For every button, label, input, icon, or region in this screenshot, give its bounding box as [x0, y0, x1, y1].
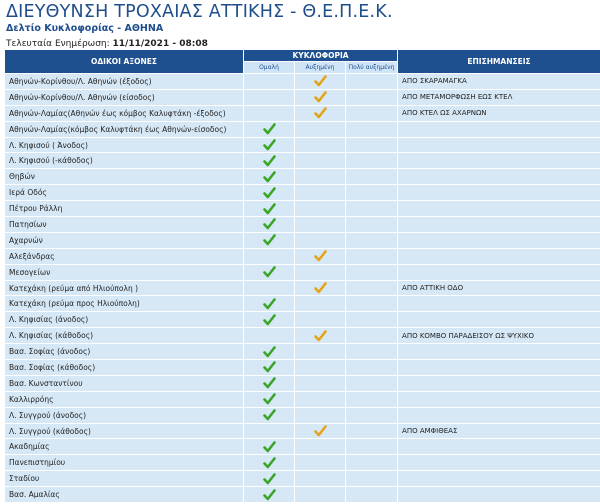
traffic-cell-increased	[295, 423, 346, 439]
road-name: Λ. Κηφισού ( Άνοδος)	[5, 137, 244, 153]
road-name: Αθηνών-Λαμίας(Αθηνών έως κόμβος Καλυφτάκη -έξοδος)	[5, 105, 244, 121]
table-row	[5, 105, 600, 121]
last-updated-value: 11/11/2021 - 08:08	[112, 39, 208, 49]
table-row	[5, 121, 600, 137]
traffic-cell-very-increased	[346, 232, 398, 248]
note	[398, 264, 600, 280]
note	[398, 455, 600, 471]
note	[398, 121, 600, 137]
orange-check-icon	[314, 330, 327, 342]
road-name: Κατεχάκη (ρεύμα από Ηλιούπολη )	[5, 280, 244, 296]
note: ΑΠΟ ΣΚΑΡΑΜΑΓΚΑ	[398, 74, 600, 90]
road-name: Καλλιρρόης	[5, 391, 244, 407]
traffic-cell-increased	[295, 312, 346, 328]
traffic-cell-very-increased	[346, 391, 398, 407]
road-name: Βασ. Σοφίας (κάθοδος)	[5, 360, 244, 376]
table-row	[5, 439, 600, 455]
orange-check-icon	[314, 425, 327, 437]
traffic-cell-increased	[295, 74, 346, 90]
traffic-cell-normal	[244, 360, 295, 376]
traffic-cell-very-increased	[346, 296, 398, 312]
traffic-cell-increased	[295, 121, 346, 137]
traffic-cell-normal	[244, 217, 295, 233]
traffic-cell-increased	[295, 360, 346, 376]
traffic-cell-increased	[295, 471, 346, 487]
table-row	[5, 487, 600, 503]
road-name: Βασ. Κωνσταντίνου	[5, 375, 244, 391]
column-header-road: ΟΔΙΚΟΙ ΑΞΟΝΕΣ	[5, 50, 244, 74]
note	[398, 487, 600, 503]
traffic-cell-increased	[295, 169, 346, 185]
green-check-icon	[263, 377, 276, 389]
traffic-cell-increased	[295, 391, 346, 407]
table-row	[5, 74, 600, 90]
road-name: Κατεχάκη (ρεύμα προς Ηλιούπολη)	[5, 296, 244, 312]
note	[398, 232, 600, 248]
last-updated-label: Τελευταία Ενημέρωση:	[6, 39, 110, 49]
road-name: Λ. Κηφισίας (άνοδος)	[5, 312, 244, 328]
traffic-cell-very-increased	[346, 105, 398, 121]
page-title: ΔΙΕΥΘΥΝΣΗ ΤΡΟΧΑΙΑΣ ΑΤΤΙΚΗΣ - Θ.Ε.Π.Ε.Κ.	[6, 2, 393, 22]
table-row	[5, 153, 600, 169]
green-check-icon	[263, 489, 276, 501]
table-row	[5, 248, 600, 264]
traffic-cell-increased	[295, 217, 346, 233]
road-name: Πατησίων	[5, 217, 244, 233]
traffic-cell-very-increased	[346, 89, 398, 105]
traffic-cell-normal	[244, 471, 295, 487]
orange-check-icon	[314, 75, 327, 87]
traffic-cell-increased	[295, 185, 346, 201]
traffic-cell-very-increased	[346, 280, 398, 296]
road-name: Αλεξάνδρας	[5, 248, 244, 264]
traffic-cell-normal	[244, 264, 295, 280]
note	[398, 471, 600, 487]
traffic-cell-normal	[244, 439, 295, 455]
table-row	[5, 201, 600, 217]
traffic-cell-normal	[244, 185, 295, 201]
table-row	[5, 360, 600, 376]
note	[398, 296, 600, 312]
note	[398, 185, 600, 201]
traffic-cell-increased	[295, 439, 346, 455]
green-check-icon	[263, 203, 276, 215]
traffic-cell-very-increased	[346, 169, 398, 185]
traffic-cell-normal	[244, 248, 295, 264]
column-header-notes: ΕΠΙΣΗΜΑΝΣΕΙΣ	[398, 50, 600, 74]
table-row	[5, 391, 600, 407]
table-row	[5, 344, 600, 360]
traffic-cell-normal	[244, 375, 295, 391]
table-row	[5, 169, 600, 185]
table-row	[5, 89, 600, 105]
table-row	[5, 217, 600, 233]
road-name: Μεσογείων	[5, 264, 244, 280]
green-check-icon	[263, 361, 276, 373]
road-name: Ιερά Οδός	[5, 185, 244, 201]
traffic-cell-normal	[244, 121, 295, 137]
traffic-cell-normal	[244, 74, 295, 90]
road-name: Ακαδημίας	[5, 439, 244, 455]
traffic-cell-increased	[295, 296, 346, 312]
note: ΑΠΟ ΚΟΜΒΟ ΠΑΡΑΔΕΙΣΟΥ ΩΣ ΨΥΧΙΚΟ	[398, 328, 600, 344]
traffic-cell-normal	[244, 455, 295, 471]
green-check-icon	[263, 346, 276, 358]
road-name: Σταδίου	[5, 471, 244, 487]
green-check-icon	[263, 473, 276, 485]
table-row	[5, 185, 600, 201]
traffic-cell-very-increased	[346, 423, 398, 439]
table-row	[5, 328, 600, 344]
orange-check-icon	[314, 250, 327, 262]
green-check-icon	[263, 457, 276, 469]
traffic-cell-increased	[295, 375, 346, 391]
traffic-cell-normal	[244, 169, 295, 185]
traffic-cell-normal	[244, 344, 295, 360]
subheader-normal: Ομαλή	[244, 62, 295, 74]
traffic-cell-increased	[295, 232, 346, 248]
traffic-cell-normal	[244, 89, 295, 105]
green-check-icon	[263, 139, 276, 151]
orange-check-icon	[314, 282, 327, 294]
note	[398, 391, 600, 407]
traffic-cell-increased	[295, 487, 346, 503]
traffic-cell-normal	[244, 391, 295, 407]
orange-check-icon	[314, 107, 327, 119]
subheader-very-increased: Πολύ αυξημένη	[346, 62, 398, 74]
road-name: Λ. Συγγρού (κάθοδος)	[5, 423, 244, 439]
traffic-cell-increased	[295, 344, 346, 360]
traffic-cell-very-increased	[346, 201, 398, 217]
traffic-cell-very-increased	[346, 137, 398, 153]
traffic-cell-normal	[244, 407, 295, 423]
traffic-cell-normal	[244, 201, 295, 217]
note	[398, 137, 600, 153]
green-check-icon	[263, 441, 276, 453]
road-name: Πανεπιστημίου	[5, 455, 244, 471]
table-row	[5, 232, 600, 248]
note	[398, 360, 600, 376]
road-name: Αθηνών-Κορίνθου/Λ. Αθηνών (έξοδος)	[5, 74, 244, 90]
green-check-icon	[263, 187, 276, 199]
green-check-icon	[263, 266, 276, 278]
note	[398, 344, 600, 360]
table-row	[5, 423, 600, 439]
table-row	[5, 296, 600, 312]
traffic-cell-very-increased	[346, 407, 398, 423]
traffic-cell-very-increased	[346, 471, 398, 487]
column-header-traffic: ΚΥΚΛΟΦΟΡΙΑ	[244, 50, 398, 62]
traffic-cell-normal	[244, 328, 295, 344]
traffic-cell-very-increased	[346, 344, 398, 360]
traffic-cell-increased	[295, 248, 346, 264]
traffic-cell-normal	[244, 296, 295, 312]
traffic-cell-increased	[295, 280, 346, 296]
green-check-icon	[263, 234, 276, 246]
table-row	[5, 264, 600, 280]
traffic-cell-very-increased	[346, 360, 398, 376]
traffic-cell-normal	[244, 105, 295, 121]
traffic-cell-very-increased	[346, 248, 398, 264]
traffic-cell-normal	[244, 312, 295, 328]
note: ΑΠΟ ΑΤΤΙΚΗ ΟΔΟ	[398, 280, 600, 296]
traffic-cell-very-increased	[346, 312, 398, 328]
traffic-cell-increased	[295, 137, 346, 153]
note	[398, 201, 600, 217]
green-check-icon	[263, 123, 276, 135]
traffic-cell-normal	[244, 232, 295, 248]
table-row	[5, 375, 600, 391]
traffic-cell-increased	[295, 407, 346, 423]
traffic-cell-increased	[295, 264, 346, 280]
traffic-cell-very-increased	[346, 487, 398, 503]
traffic-cell-increased	[295, 153, 346, 169]
road-name: Αχαρνών	[5, 232, 244, 248]
traffic-cell-very-increased	[346, 74, 398, 90]
orange-check-icon	[314, 91, 327, 103]
subheader-increased: Αυξημένη	[295, 62, 346, 74]
green-check-icon	[263, 218, 276, 230]
note	[398, 439, 600, 455]
road-name: Λ. Κηφισού (-κάθοδος)	[5, 153, 244, 169]
note: ΑΠΟ ΜΕΤΑΜΟΡΦΩΣΗ ΕΩΣ ΚΤΕΛ	[398, 89, 600, 105]
page-subtitle: Δελτίο Κυκλοφορίας - ΑΘΗΝΑ	[6, 23, 164, 34]
note	[398, 248, 600, 264]
table-row	[5, 407, 600, 423]
note: ΑΠΟ ΑΜΦΙΘΕΑΣ	[398, 423, 600, 439]
green-check-icon	[263, 314, 276, 326]
traffic-cell-very-increased	[346, 455, 398, 471]
road-name: Λ. Κηφισίας (κάθοδος)	[5, 328, 244, 344]
traffic-cell-very-increased	[346, 439, 398, 455]
road-name: Θηβών	[5, 169, 244, 185]
table-row	[5, 312, 600, 328]
green-check-icon	[263, 393, 276, 405]
table-row	[5, 471, 600, 487]
table-row	[5, 455, 600, 471]
note	[398, 153, 600, 169]
road-name: Βασ. Σοφίας (άνοδος)	[5, 344, 244, 360]
traffic-cell-very-increased	[346, 185, 398, 201]
traffic-cell-increased	[295, 201, 346, 217]
traffic-cell-normal	[244, 153, 295, 169]
road-name: Αθηνών-Κορίνθου/Λ. Αθηνών (είσοδος)	[5, 89, 244, 105]
green-check-icon	[263, 298, 276, 310]
traffic-cell-very-increased	[346, 217, 398, 233]
road-name: Αθηνών-Λαμίας(κόμβος Καλυφτάκη έως Αθηνών-είσοδος)	[5, 121, 244, 137]
road-name: Πέτρου Ράλλη	[5, 201, 244, 217]
road-name: Βασ. Αμαλίας	[5, 487, 244, 503]
note	[398, 375, 600, 391]
traffic-cell-increased	[295, 455, 346, 471]
traffic-cell-very-increased	[346, 153, 398, 169]
note: ΑΠΟ ΚΤΕΛ ΩΣ ΑΧΑΡΝΩΝ	[398, 105, 600, 121]
traffic-table	[4, 49, 600, 503]
note	[398, 407, 600, 423]
green-check-icon	[263, 155, 276, 167]
traffic-cell-very-increased	[346, 328, 398, 344]
note	[398, 217, 600, 233]
traffic-cell-normal	[244, 423, 295, 439]
traffic-cell-normal	[244, 487, 295, 503]
traffic-cell-very-increased	[346, 375, 398, 391]
traffic-cell-very-increased	[346, 264, 398, 280]
traffic-cell-increased	[295, 105, 346, 121]
last-updated	[6, 39, 208, 49]
table-row	[5, 137, 600, 153]
traffic-cell-increased	[295, 328, 346, 344]
table-row	[5, 280, 600, 296]
green-check-icon	[263, 171, 276, 183]
traffic-cell-increased	[295, 89, 346, 105]
note	[398, 312, 600, 328]
note	[398, 169, 600, 185]
traffic-cell-very-increased	[346, 121, 398, 137]
road-name: Λ. Συγγρού (άνοδος)	[5, 407, 244, 423]
traffic-cell-normal	[244, 280, 295, 296]
traffic-cell-normal	[244, 137, 295, 153]
green-check-icon	[263, 409, 276, 421]
